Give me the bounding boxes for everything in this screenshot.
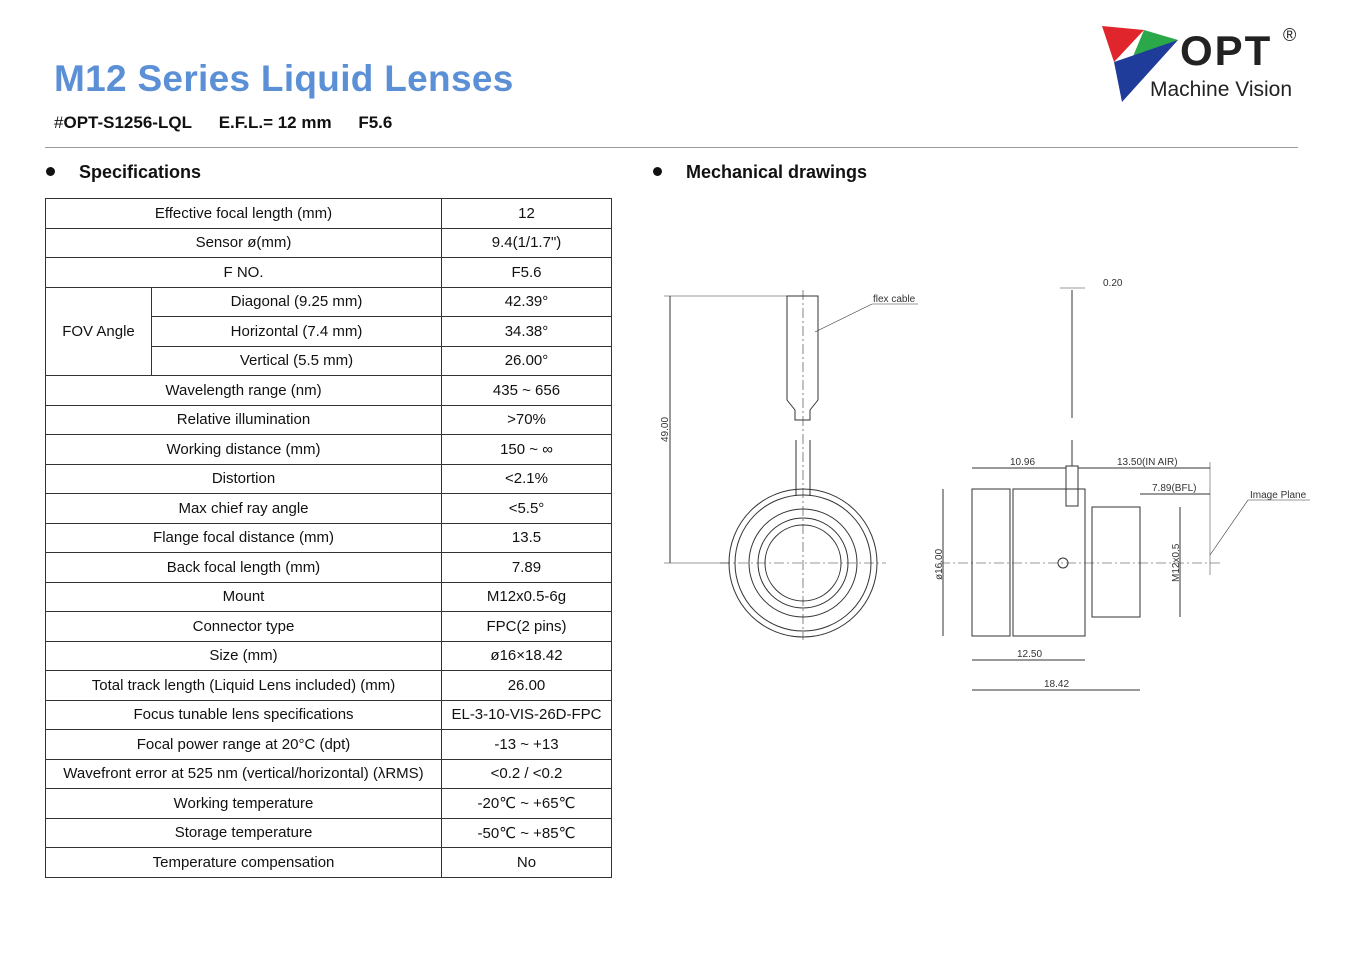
table-row — [46, 553, 612, 583]
table-row — [46, 199, 612, 229]
spec-value: <0.2 / <0.2 — [442, 759, 612, 789]
spec-label: Working distance (mm) — [46, 435, 442, 465]
spec-value: -50℃ ~ +85℃ — [442, 818, 612, 848]
spec-value: No — [442, 848, 612, 878]
spec-label: Flange focal distance (mm) — [46, 523, 442, 553]
spec-label: Temperature compensation — [46, 848, 442, 878]
cable-stub — [1066, 466, 1078, 506]
spec-label: Connector type — [46, 612, 442, 642]
spec-label: F NO. — [46, 258, 442, 288]
spec-value: 150 ~ ∞ — [442, 435, 612, 465]
part-number-value: OPT-S1256-LQL — [63, 113, 192, 132]
spec-value: <5.5° — [442, 494, 612, 524]
lens-thread — [1092, 507, 1140, 617]
spec-value: 12 — [442, 199, 612, 229]
table-row — [46, 641, 612, 671]
table-row — [46, 435, 612, 465]
spec-label: Storage temperature — [46, 818, 442, 848]
part-number-prefix: # — [54, 113, 64, 132]
dim-1096-label: 10.96 — [1010, 457, 1036, 468]
spec-label: Total track length (Liquid Lens included) (mm) — [46, 671, 442, 701]
table-row — [46, 789, 612, 819]
specifications-table — [45, 198, 612, 878]
mechanical-heading — [653, 162, 867, 183]
spec-value: EL-3-10-VIS-26D-FPC — [442, 700, 612, 730]
spec-value: M12x0.5-6g — [442, 582, 612, 612]
spec-label: Focus tunable lens specifications — [46, 700, 442, 730]
spec-value: 7.89 — [442, 553, 612, 583]
spec-value: -13 ~ +13 — [442, 730, 612, 760]
spec-label: Distortion — [46, 464, 442, 494]
specifications-heading — [46, 162, 201, 183]
mechanical-drawing — [640, 270, 1340, 710]
spec-value: 26.00 — [442, 671, 612, 701]
spec-label: Sensor ø(mm) — [46, 228, 442, 258]
table-row — [46, 287, 612, 317]
spec-group-label: FOV Angle — [46, 287, 152, 376]
header-divider — [45, 147, 1298, 148]
lens-body-mid — [1013, 489, 1085, 636]
logo-tagline: Machine Vision — [1150, 78, 1293, 101]
table-row — [46, 612, 612, 642]
flex-cable-label: flex cable — [873, 294, 916, 305]
part-number — [54, 113, 192, 132]
spec-label: Horizontal (7.4 mm) — [152, 317, 442, 347]
dim-1600-label: ø16.00 — [934, 548, 945, 580]
table-row — [46, 759, 612, 789]
table-row — [46, 494, 612, 524]
image-plane-label: Image Plane — [1250, 490, 1307, 501]
spec-value: -20℃ ~ +65℃ — [442, 789, 612, 819]
table-row — [46, 523, 612, 553]
lens-body-front — [972, 489, 1010, 636]
table-row — [46, 730, 612, 760]
spec-label: Max chief ray angle — [46, 494, 442, 524]
spec-value: 435 ~ 656 — [442, 376, 612, 406]
spec-value: 13.5 — [442, 523, 612, 553]
table-row — [46, 405, 612, 435]
spec-value: 26.00° — [442, 346, 612, 376]
table-row — [46, 818, 612, 848]
spec-label: Wavelength range (nm) — [46, 376, 442, 406]
leader-line — [1210, 500, 1248, 555]
bullet-icon — [653, 167, 662, 176]
product-subtitle — [54, 113, 414, 133]
spec-value: FPC(2 pins) — [442, 612, 612, 642]
spec-label: Working temperature — [46, 789, 442, 819]
table-row — [46, 848, 612, 878]
dim-789-label: 7.89(BFL) — [1152, 483, 1197, 494]
spec-label: Relative illumination — [46, 405, 442, 435]
table-row — [46, 582, 612, 612]
spec-label: Focal power range at 20°C (dpt) — [46, 730, 442, 760]
table-row — [46, 671, 612, 701]
table-row — [46, 376, 612, 406]
table-row — [46, 464, 612, 494]
spec-label: Mount — [46, 582, 442, 612]
spec-value: ø16×18.42 — [442, 641, 612, 671]
dim-4900-label: 49.00 — [660, 416, 671, 442]
spec-label: Diagonal (9.25 mm) — [152, 287, 442, 317]
dim-1350-label: 13.50(IN AIR) — [1117, 457, 1178, 468]
page-title: M12 Series Liquid Lenses — [54, 58, 514, 99]
spec-value: 34.38° — [442, 317, 612, 347]
logo-registered-mark: ® — [1283, 25, 1297, 45]
bullet-icon — [46, 167, 55, 176]
spec-value: >70% — [442, 405, 612, 435]
dim-m12-label: M12x0.5 — [1171, 543, 1182, 582]
dim-020-label: 0.20 — [1103, 278, 1123, 289]
fnumber-label: F5.6 — [358, 113, 393, 132]
logo-brand: OPT — [1180, 27, 1273, 74]
spec-value: 42.39° — [442, 287, 612, 317]
mechanical-heading-text: Mechanical drawings — [686, 162, 868, 182]
spec-label: Effective focal length (mm) — [46, 199, 442, 229]
spec-label: Size (mm) — [46, 641, 442, 671]
leader-line — [815, 304, 872, 332]
spec-label: Back focal length (mm) — [46, 553, 442, 583]
table-row — [46, 258, 612, 288]
spec-label: Wavefront error at 525 nm (vertical/horizontal) (λRMS) — [46, 759, 442, 789]
specifications-heading-text: Specifications — [79, 162, 202, 182]
table-row — [46, 228, 612, 258]
dim-1842-label: 18.42 — [1044, 679, 1070, 690]
efl-label: E.F.L.= 12 mm — [218, 113, 332, 132]
dim-1250-label: 12.50 — [1017, 649, 1043, 660]
spec-value: 9.4(1/1.7") — [442, 228, 612, 258]
table-row — [46, 700, 612, 730]
flex-cable-shape — [787, 296, 818, 420]
spec-value: <2.1% — [442, 464, 612, 494]
spec-value: F5.6 — [442, 258, 612, 288]
spec-label: Vertical (5.5 mm) — [152, 346, 442, 376]
